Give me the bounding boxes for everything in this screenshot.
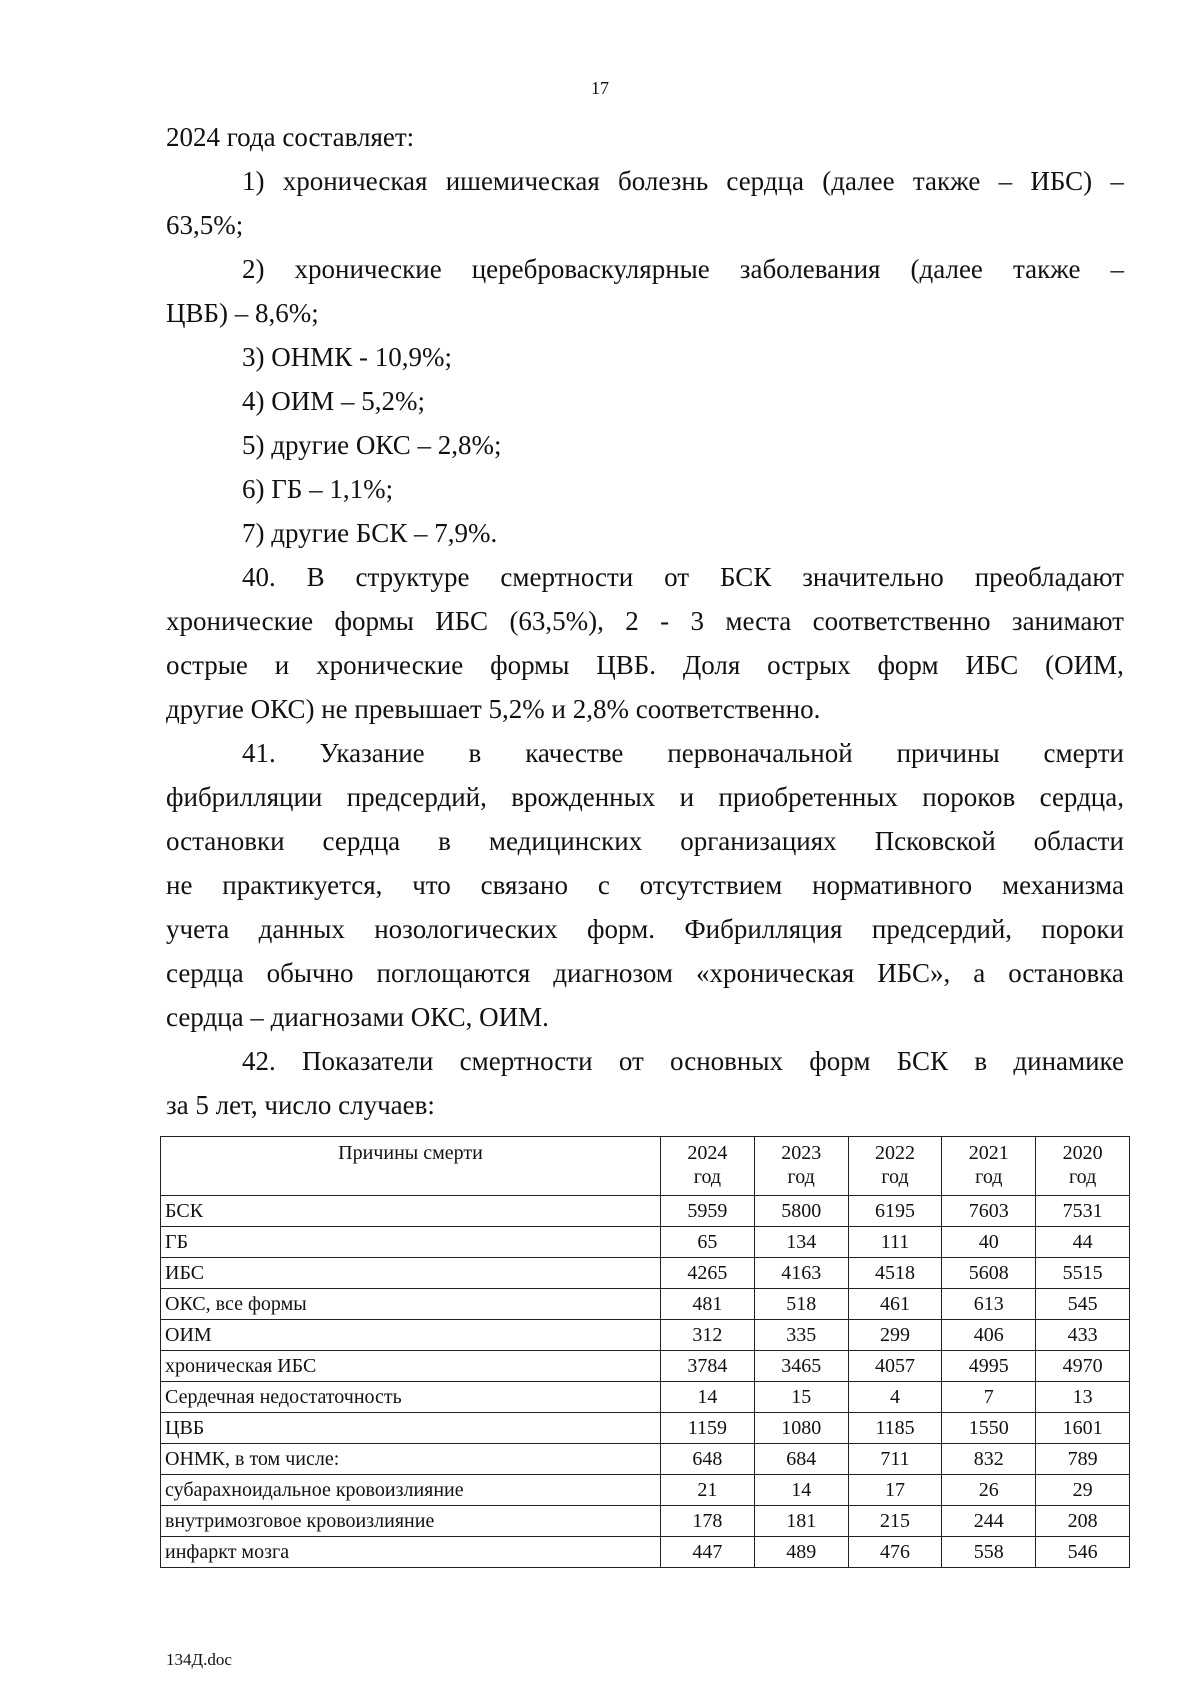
table-row bbox=[161, 1289, 1130, 1320]
word: от bbox=[664, 562, 690, 592]
table-cell: 14 bbox=[661, 1382, 755, 1413]
table-cell: 4518 bbox=[848, 1258, 942, 1289]
word: сердца bbox=[726, 166, 804, 196]
text-line: 2024 года составляет: bbox=[166, 122, 415, 152]
list-item-7: 7) другие БСК – 7,9%. bbox=[242, 518, 498, 548]
row-label: ГБ bbox=[161, 1227, 661, 1258]
word: – bbox=[1110, 166, 1124, 196]
word: от bbox=[618, 1046, 644, 1076]
word: пороков bbox=[922, 782, 1016, 812]
word: Указание bbox=[319, 738, 425, 768]
table-cell: 1159 bbox=[661, 1413, 755, 1444]
table-row bbox=[161, 1537, 1130, 1568]
word: пороки bbox=[1041, 914, 1124, 944]
word: ЦВБ. bbox=[596, 650, 656, 680]
table-cell: 3465 bbox=[754, 1351, 848, 1382]
word: болезнь bbox=[618, 166, 709, 196]
word: преобладают bbox=[974, 562, 1124, 592]
word: основных bbox=[670, 1046, 783, 1076]
table-cell: 476 bbox=[848, 1537, 942, 1568]
word: организациях bbox=[680, 826, 837, 856]
table-cell: 17 bbox=[848, 1475, 942, 1506]
word: остановка bbox=[1008, 958, 1124, 988]
word: 2 bbox=[625, 606, 639, 636]
table-row bbox=[161, 1506, 1130, 1537]
paragraph-40-line: другие ОКС) не превышает 5,2% и 2,8% соответственно. bbox=[166, 694, 821, 724]
word: 3 bbox=[690, 606, 705, 636]
header-year bbox=[942, 1137, 1036, 1196]
table-cell: 14 bbox=[754, 1475, 848, 1506]
paragraph-41-line bbox=[166, 819, 1124, 863]
table-cell: 1185 bbox=[848, 1413, 942, 1444]
header-year-value: 2021 bbox=[968, 1142, 1009, 1164]
list-item-3: 3) ОНМК - 10,9%; bbox=[242, 342, 452, 372]
table-cell: 684 bbox=[754, 1444, 848, 1475]
word: данных bbox=[258, 914, 345, 944]
word: сердца bbox=[322, 826, 401, 856]
word: структуре bbox=[355, 562, 470, 592]
table-cell: 5608 bbox=[942, 1258, 1036, 1289]
word: «хроническая bbox=[696, 958, 855, 988]
header-year-unit: год bbox=[787, 1166, 815, 1188]
word: связано bbox=[480, 870, 568, 900]
table-row bbox=[161, 1382, 1130, 1413]
list-item-1 bbox=[166, 159, 1124, 203]
table-cell: 5800 bbox=[754, 1196, 848, 1227]
header-year bbox=[754, 1137, 848, 1196]
word: отсутствием bbox=[639, 870, 783, 900]
row-label: хроническая ИБС bbox=[161, 1351, 661, 1382]
list-item-5: 5) другие ОКС – 2,8%; bbox=[242, 430, 502, 460]
word: в bbox=[468, 738, 482, 768]
word: Фибрилляция bbox=[684, 914, 843, 944]
word: хронические bbox=[294, 254, 442, 284]
table-row bbox=[161, 1413, 1130, 1444]
word: формы bbox=[490, 650, 570, 680]
word: учета bbox=[166, 914, 230, 944]
header-year-value: 2020 bbox=[1062, 1142, 1103, 1164]
word: форм. bbox=[587, 914, 655, 944]
mortality-table bbox=[160, 1136, 1130, 1568]
word: (далее bbox=[822, 166, 895, 196]
word: приобретенных bbox=[718, 782, 898, 812]
table-cell: 461 bbox=[848, 1289, 942, 1320]
list-item-2-cont: ЦВБ) – 8,6%; bbox=[166, 298, 319, 328]
table-cell: 134 bbox=[754, 1227, 848, 1258]
table-cell: 711 bbox=[848, 1444, 942, 1475]
table-cell: 335 bbox=[754, 1320, 848, 1351]
header-year-value: 2022 bbox=[874, 1142, 915, 1164]
word: врожденных bbox=[511, 782, 656, 812]
word: БСК bbox=[896, 1046, 949, 1076]
table-cell: 4057 bbox=[848, 1351, 942, 1382]
word: практикуется, bbox=[222, 870, 383, 900]
word: (ОИМ, bbox=[1045, 650, 1124, 680]
paragraph-41-line bbox=[166, 863, 1124, 907]
paragraph-40-line bbox=[166, 555, 1124, 599]
word: 42. bbox=[242, 1046, 276, 1076]
header-year bbox=[848, 1137, 942, 1196]
word: 40. bbox=[242, 562, 276, 592]
word: фибрилляции bbox=[166, 782, 323, 812]
word: ИБС) bbox=[1030, 166, 1093, 196]
word: острых bbox=[767, 650, 851, 680]
paragraph-40-line bbox=[166, 643, 1124, 687]
table-row bbox=[161, 1444, 1130, 1475]
table-cell: 1550 bbox=[942, 1413, 1036, 1444]
list-item-4: 4) ОИМ – 5,2%; bbox=[242, 386, 425, 416]
word: и bbox=[679, 782, 695, 812]
table-cell: 181 bbox=[754, 1506, 848, 1537]
table-row bbox=[161, 1351, 1130, 1382]
word: смертности bbox=[500, 562, 634, 592]
word: 2) bbox=[242, 254, 265, 284]
row-label: субарахноидальное кровоизлияние bbox=[161, 1475, 661, 1506]
row-label: ОКС, все формы bbox=[161, 1289, 661, 1320]
word: обычно bbox=[266, 958, 354, 988]
table-cell: 40 bbox=[942, 1227, 1036, 1258]
word: формы bbox=[334, 606, 414, 636]
table-cell: 44 bbox=[1036, 1227, 1130, 1258]
table-cell: 3784 bbox=[661, 1351, 755, 1382]
word: смерти bbox=[1043, 738, 1124, 768]
word: БСК bbox=[719, 562, 772, 592]
paragraph-41-line bbox=[166, 907, 1124, 951]
word: области bbox=[1033, 826, 1124, 856]
table-cell: 5515 bbox=[1036, 1258, 1130, 1289]
page-number: 17 bbox=[591, 78, 609, 98]
table-cell: 545 bbox=[1036, 1289, 1130, 1320]
table-cell: 178 bbox=[661, 1506, 755, 1537]
word: значительно bbox=[802, 562, 944, 592]
paragraph-42-line: за 5 лет, число случаев: bbox=[166, 1090, 435, 1120]
table-cell: 832 bbox=[942, 1444, 1036, 1475]
paragraph-40-line bbox=[166, 599, 1124, 643]
word: предсердий, bbox=[346, 782, 487, 812]
word: цереброваскулярные bbox=[471, 254, 710, 284]
table-cell: 65 bbox=[661, 1227, 755, 1258]
word: хронические bbox=[316, 650, 464, 680]
word: ИБС», bbox=[877, 958, 951, 988]
word: Показатели bbox=[302, 1046, 434, 1076]
paragraph-41-line bbox=[166, 731, 1124, 775]
word: не bbox=[166, 870, 193, 900]
row-label: ИБС bbox=[161, 1258, 661, 1289]
header-year bbox=[1036, 1137, 1130, 1196]
word: - bbox=[660, 606, 670, 636]
word: В bbox=[306, 562, 325, 592]
word: нормативного bbox=[812, 870, 973, 900]
table-row bbox=[161, 1475, 1130, 1506]
row-label: ОНМК, в том числе: bbox=[161, 1444, 661, 1475]
table-cell: 1601 bbox=[1036, 1413, 1130, 1444]
word: также bbox=[912, 166, 981, 196]
row-label: ОИМ bbox=[161, 1320, 661, 1351]
table-cell: 29 bbox=[1036, 1475, 1130, 1506]
table-cell: 613 bbox=[942, 1289, 1036, 1320]
table-cell: 13 bbox=[1036, 1382, 1130, 1413]
word: острые bbox=[166, 650, 248, 680]
header-year-unit: год bbox=[693, 1166, 722, 1188]
table-cell: 1080 bbox=[754, 1413, 848, 1444]
word: форм bbox=[877, 650, 939, 680]
table-row bbox=[161, 1320, 1130, 1351]
table-cell: 15 bbox=[754, 1382, 848, 1413]
table-cell: 4163 bbox=[754, 1258, 848, 1289]
table-cell: 111 bbox=[848, 1227, 942, 1258]
table-cell: 4 bbox=[848, 1382, 942, 1413]
word: причины bbox=[896, 738, 1000, 768]
word: сердца bbox=[166, 958, 244, 988]
word: – bbox=[1110, 254, 1124, 284]
table-cell: 208 bbox=[1036, 1506, 1130, 1537]
table-cell: 447 bbox=[661, 1537, 755, 1568]
table-cell: 4970 bbox=[1036, 1351, 1130, 1382]
row-label: инфаркт мозга bbox=[161, 1537, 661, 1568]
word: 1) bbox=[242, 166, 265, 196]
word: в bbox=[438, 826, 451, 856]
paragraph-41-line bbox=[166, 951, 1124, 995]
word: сердца, bbox=[1039, 782, 1124, 812]
word: и bbox=[274, 650, 290, 680]
table-cell: 433 bbox=[1036, 1320, 1130, 1351]
word: заболевания bbox=[739, 254, 881, 284]
word: также bbox=[1012, 254, 1081, 284]
word: ИБС bbox=[965, 650, 1019, 680]
list-item-6: 6) ГБ – 1,1%; bbox=[242, 474, 394, 504]
word: места bbox=[725, 606, 792, 636]
table-cell: 648 bbox=[661, 1444, 755, 1475]
header-year bbox=[661, 1137, 755, 1196]
header-year-value: 2024 bbox=[687, 1142, 728, 1164]
table-cell: 4265 bbox=[661, 1258, 755, 1289]
table-cell: 312 bbox=[661, 1320, 755, 1351]
word: предсердий, bbox=[871, 914, 1013, 944]
header-year-unit: год bbox=[1068, 1166, 1097, 1188]
table-row bbox=[161, 1258, 1130, 1289]
word: что bbox=[412, 870, 451, 900]
word: качестве bbox=[525, 738, 624, 768]
list-item-1-cont: 63,5%; bbox=[166, 210, 244, 240]
word: диагнозом bbox=[553, 958, 674, 988]
word: смертности bbox=[459, 1046, 593, 1076]
header-cause: Причины смерти bbox=[161, 1137, 661, 1196]
row-label: внутримозговое кровоизлияние bbox=[161, 1506, 661, 1537]
word: ишемическая bbox=[445, 166, 600, 196]
file-name-footer: 134Д.doc bbox=[166, 1650, 232, 1669]
word: – bbox=[998, 166, 1013, 196]
table-cell: 558 bbox=[942, 1537, 1036, 1568]
word: ИБС bbox=[435, 606, 489, 636]
table-cell: 215 bbox=[848, 1506, 942, 1537]
word: поглощаются bbox=[376, 958, 531, 988]
word: (63,5%), bbox=[509, 606, 604, 636]
row-label: ЦВБ bbox=[161, 1413, 661, 1444]
word: Псковской bbox=[874, 826, 996, 856]
table-cell: 7531 bbox=[1036, 1196, 1130, 1227]
list-item-2 bbox=[166, 247, 1124, 291]
table-cell: 26 bbox=[942, 1475, 1036, 1506]
header-year-value: 2023 bbox=[781, 1142, 822, 1164]
table-cell: 489 bbox=[754, 1537, 848, 1568]
word: занимают bbox=[1011, 606, 1124, 636]
header-year-unit: год bbox=[881, 1166, 909, 1188]
word: медицинских bbox=[488, 826, 643, 856]
table-cell: 789 bbox=[1036, 1444, 1130, 1475]
table-cell: 299 bbox=[848, 1320, 942, 1351]
paragraph-41-line bbox=[166, 775, 1124, 819]
word: в bbox=[974, 1046, 988, 1076]
table-header-row bbox=[161, 1137, 1130, 1196]
table-cell: 7 bbox=[942, 1382, 1036, 1413]
word: нозологических bbox=[374, 914, 558, 944]
table-cell: 518 bbox=[754, 1289, 848, 1320]
word: хроническая bbox=[282, 166, 428, 196]
table-cell: 7603 bbox=[942, 1196, 1036, 1227]
word: (далее bbox=[910, 254, 983, 284]
table-cell: 6195 bbox=[848, 1196, 942, 1227]
table-cell: 481 bbox=[661, 1289, 755, 1320]
table-row bbox=[161, 1196, 1130, 1227]
word: а bbox=[973, 958, 986, 988]
word: соответственно bbox=[812, 606, 991, 636]
row-label: Сердечная недостаточность bbox=[161, 1382, 661, 1413]
word: форм bbox=[809, 1046, 871, 1076]
word: Доля bbox=[682, 650, 741, 680]
table-cell: 5959 bbox=[661, 1196, 755, 1227]
paragraph-41-line: сердца – диагнозами ОКС, ОИМ. bbox=[166, 1002, 549, 1032]
word: механизма bbox=[1002, 870, 1124, 900]
word: первоначальной bbox=[667, 738, 853, 768]
word: с bbox=[597, 870, 610, 900]
word: динамике bbox=[1013, 1046, 1124, 1076]
table-row bbox=[161, 1227, 1130, 1258]
row-label: БСК bbox=[161, 1196, 661, 1227]
document-body bbox=[166, 115, 1124, 1127]
table-cell: 546 bbox=[1036, 1537, 1130, 1568]
table-cell: 406 bbox=[942, 1320, 1036, 1351]
header-year-unit: год bbox=[975, 1166, 1003, 1188]
word: остановки bbox=[166, 826, 285, 856]
table-cell: 4995 bbox=[942, 1351, 1036, 1382]
word: 41. bbox=[242, 738, 276, 768]
table-cell: 21 bbox=[661, 1475, 755, 1506]
paragraph-42-line bbox=[166, 1039, 1124, 1083]
word: хронические bbox=[166, 606, 314, 636]
table-cell: 244 bbox=[942, 1506, 1036, 1537]
